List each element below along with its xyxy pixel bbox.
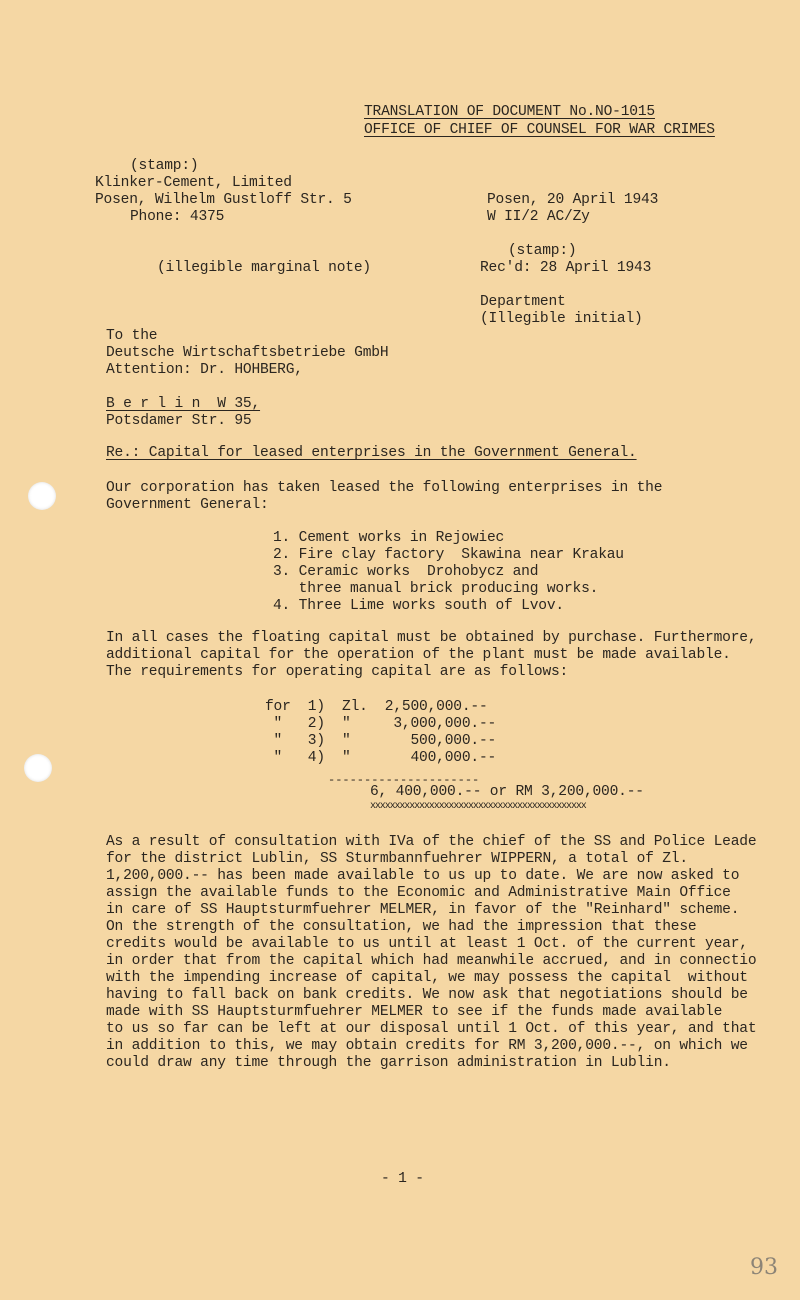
- paragraph-line: additional capital for the operation of the plant must be made available.: [106, 647, 731, 663]
- capital-total: 6, 400,000.-- or RM 3,200,000.--: [370, 784, 644, 800]
- paragraph-line: with the impending increase of capital, we may possess the capital without: [106, 970, 748, 986]
- paragraph-line: in addition to this, we may obtain credits for RM 3,200,000.--, on which we: [106, 1038, 748, 1054]
- paragraph-line: in care of SS Hauptsturmfuehrer MELMER, in favor of the "Reinhard" scheme.: [106, 902, 740, 918]
- floating-capital-paragraph: [106, 630, 756, 681]
- punch-hole-bottom: [24, 754, 52, 782]
- capital-table: [265, 699, 496, 767]
- sender-phone: Phone: 4375: [130, 209, 225, 225]
- department-initial: (Illegible initial): [480, 311, 643, 327]
- paragraph-line: in order that from the capital which had meanwhile accrued, and in connectio: [106, 953, 757, 969]
- list-item: 4. Three Lime works south of Lvov.: [273, 598, 564, 614]
- paragraph-line: to us so far can be left at our disposal until 1 Oct. of this year, and that: [106, 1021, 757, 1037]
- recipient-org: Deutsche Wirtschaftsbetriebe GmbH: [106, 345, 389, 361]
- sender-company: Klinker-Cement, Limited: [95, 175, 292, 191]
- sender-address: Posen, Wilhelm Gustloff Str. 5: [95, 192, 352, 208]
- reference-code: W II/2 AC/Zy: [487, 209, 590, 225]
- intro-paragraph: [106, 480, 662, 514]
- table-row: " 4) " 400,000.--: [265, 750, 497, 766]
- sender-stamp: (stamp:): [130, 158, 199, 174]
- recipient-city: B e r l i n W 35,: [106, 396, 261, 412]
- intro-line: Government General:: [106, 497, 269, 513]
- enterprise-list: [273, 530, 624, 615]
- paragraph-line: 1,200,000.-- has been made available to us up to date. We are now asked to: [106, 868, 740, 884]
- paragraph-line: could draw any time through the garrison administration in Lublin.: [106, 1055, 671, 1071]
- marginal-note: (illegible marginal note): [157, 260, 371, 276]
- table-row: " 2) " 3,000,000.--: [265, 716, 497, 732]
- punch-hole-top: [28, 482, 56, 510]
- paragraph-line: The requirements for operating capital are as follows:: [106, 664, 569, 680]
- place-date: Posen, 20 April 1943: [487, 192, 659, 208]
- paragraph-line: credits would be available to us until at least 1 Oct. of the current year,: [106, 936, 748, 952]
- department-label: Department: [480, 294, 566, 310]
- paragraph-line: assign the available funds to the Economic and Administrative Main Office: [106, 885, 731, 901]
- intro-line: Our corporation has taken leased the following enterprises in the: [106, 480, 663, 496]
- paragraph-line: In all cases the floating capital must be obtained by purchase. Furthermore,: [106, 630, 757, 646]
- paragraph-line: made with SS Hauptsturmfuehrer MELMER to see if the funds made available: [106, 1004, 723, 1020]
- received-date: Rec'd: 28 April 1943: [480, 260, 652, 276]
- paragraph-line: As a result of consultation with IVa of the chief of the SS and Police Leade: [106, 834, 757, 850]
- translation-header-line1: TRANSLATION OF DOCUMENT No.NO-1015: [364, 104, 655, 120]
- table-row: for 1) Zl. 2,500,000.--: [265, 699, 488, 715]
- pencil-page-number: 93: [750, 1255, 778, 1280]
- paragraph-line: On the strength of the consultation, we had the impression that these: [106, 919, 697, 935]
- sum-rule: ---------------------: [328, 773, 480, 787]
- list-item: 3. Ceramic works Drohobycz and: [273, 564, 539, 580]
- received-stamp: (stamp:): [508, 243, 577, 259]
- subject-line: Re.: Capital for leased enterprises in the Government General.: [106, 445, 637, 461]
- paragraph-line: for the district Lublin, SS Sturmbannfuehrer WIPPERN, a total of Zl.: [106, 851, 688, 867]
- recipient-to: To the: [106, 328, 158, 344]
- page-number: - 1 -: [381, 1171, 424, 1187]
- list-item: 1. Cement works in Rejowiec: [273, 530, 505, 546]
- consultation-paragraph: [106, 834, 756, 1072]
- list-item: 2. Fire clay factory Skawina near Krakau: [273, 547, 624, 563]
- recipient-attention: Attention: Dr. HOHBERG,: [106, 362, 303, 378]
- translation-header-line2: OFFICE OF CHIEF OF COUNSEL FOR WAR CRIMES: [364, 122, 715, 138]
- total-underline: xxxxxxxxxxxxxxxxxxxxxxxxxxxxxxxxxxxxxxxxxxxx: [370, 801, 586, 812]
- recipient-street: Potsdamer Str. 95: [106, 413, 252, 429]
- list-item: three manual brick producing works.: [273, 581, 599, 597]
- table-row: " 3) " 500,000.--: [265, 733, 497, 749]
- paragraph-line: having to fall back on bank credits. We now ask that negotiations should be: [106, 987, 748, 1003]
